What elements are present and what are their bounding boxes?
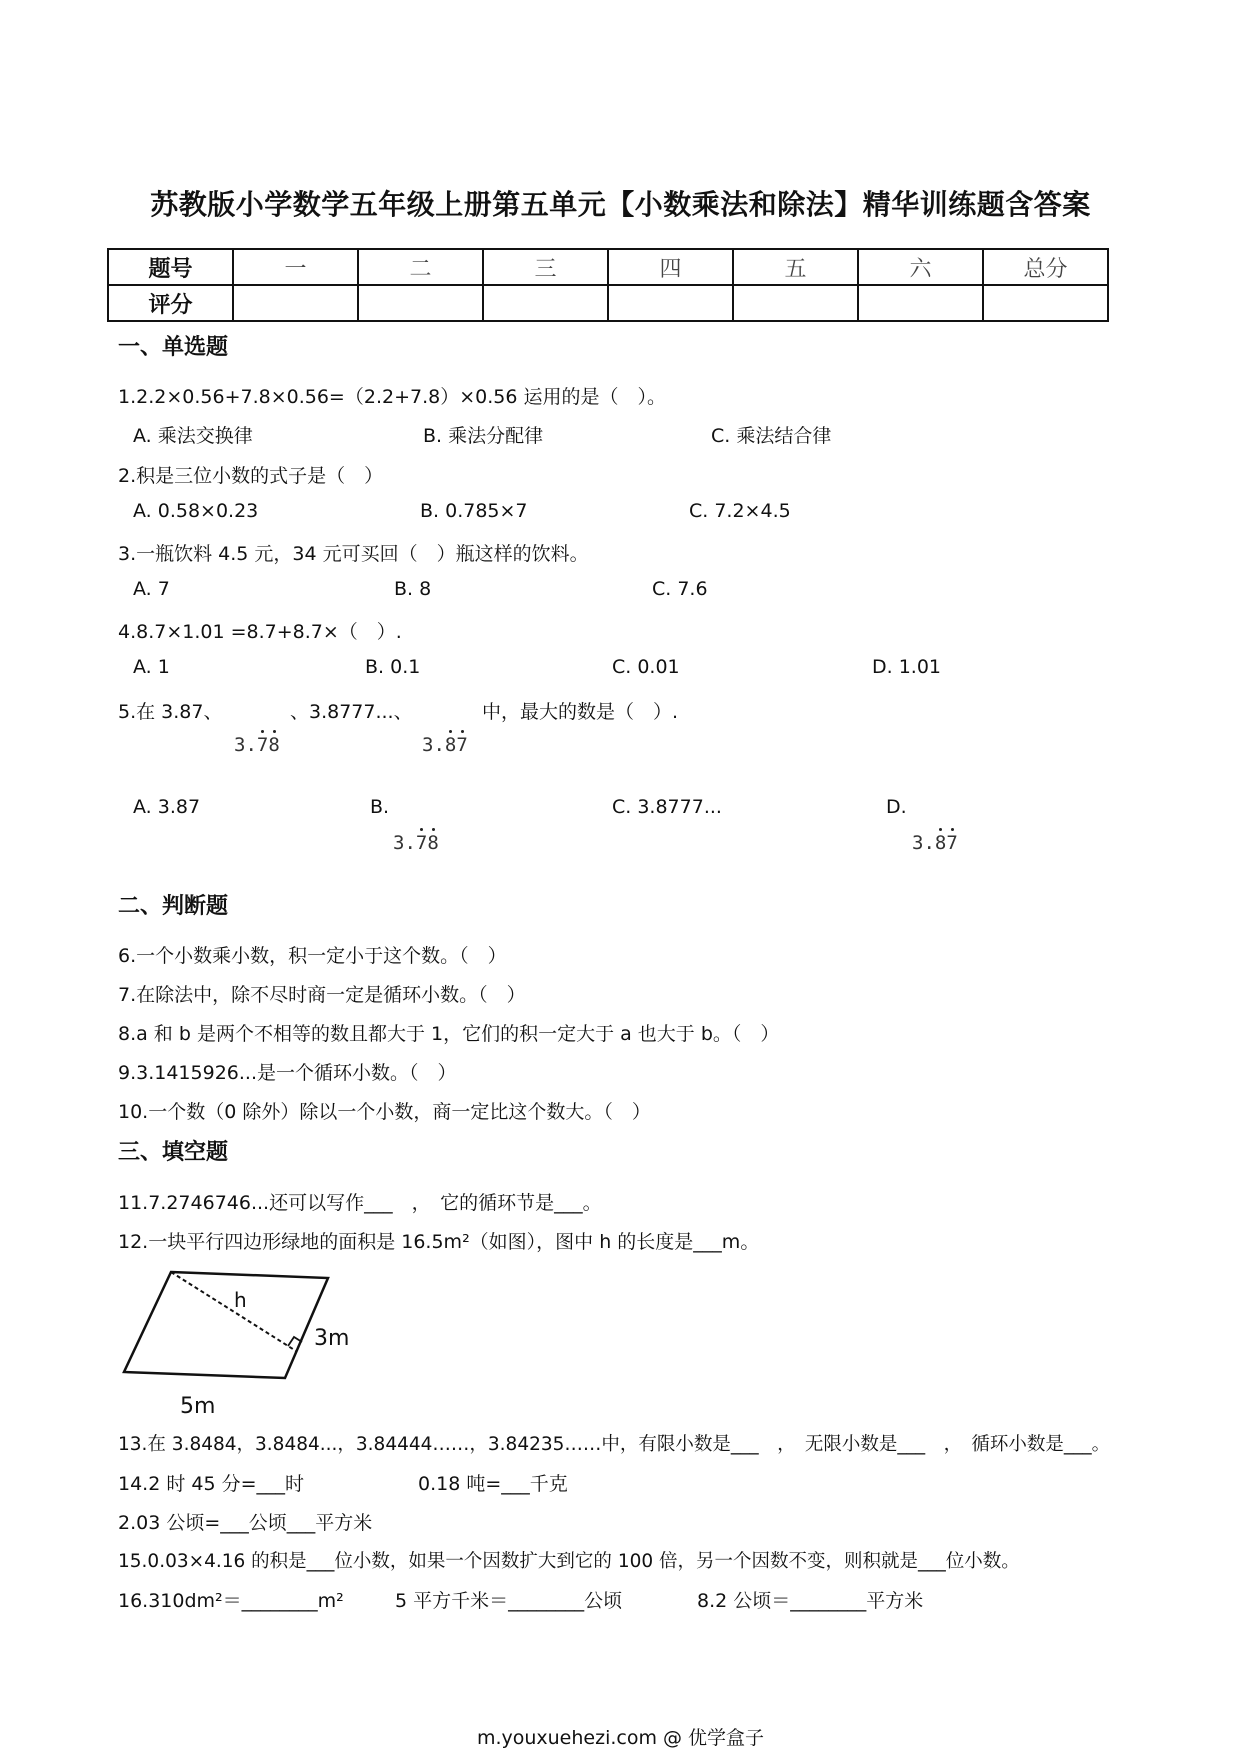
- parallelogram-shape: [124, 1272, 328, 1378]
- q3-option-a: A. 7: [133, 578, 170, 600]
- q1-option-b: B. 乘法分配律: [423, 425, 544, 447]
- score-cell: [233, 285, 358, 321]
- question-16-part-3: 8.2 公顷＝________平方米: [697, 1590, 924, 1612]
- score-cell: [858, 285, 983, 321]
- question-16-part-1: 16.310dm²＝________m²: [118, 1590, 344, 1612]
- question-9: 9.3.1415926...是一个循环小数。（ ）: [118, 1062, 457, 1084]
- label-side-3m: 3m: [314, 1326, 350, 1351]
- score-table: [107, 248, 1109, 322]
- question-3: 3.一瓶饮料 4.5 元，34 元可买回（ ）瓶这样的饮料。: [118, 543, 589, 565]
- score-table-column: 二: [358, 249, 483, 285]
- score-table-column: 六: [858, 249, 983, 285]
- question-4: 4.8.7×1.01 =8.7+8.7×（ ）.: [118, 621, 402, 643]
- question-2: 2.积是三位小数的式子是（ ）: [118, 465, 384, 487]
- q1-option-c: C. 乘法结合律: [711, 425, 832, 447]
- score-table-column: 三: [483, 249, 608, 285]
- score-table-row-label: 题号: [108, 249, 233, 285]
- q5-option-a: A. 3.87: [133, 796, 201, 818]
- question-5-part-1: 5.在 3.87、: [118, 701, 223, 723]
- question-11: 11.7.2746746...还可以写作___ ， 它的循环节是___。: [118, 1192, 602, 1214]
- q4-option-c: C. 0.01: [612, 656, 680, 678]
- repeating-decimal-378: 3.78: [234, 734, 280, 756]
- question-5-part-2: 、3.8777...、: [290, 701, 413, 723]
- q4-option-b: B. 0.1: [365, 656, 421, 678]
- score-cell: [983, 285, 1108, 321]
- label-h: h: [234, 1288, 247, 1312]
- question-8: 8.a 和 b 是两个不相等的数且都大于 1，它们的积一定大于 a 也大于 b。（ ）: [118, 1023, 780, 1045]
- section-heading-judgement: 二、判断题: [118, 894, 229, 919]
- q5-option-c: C. 3.8777...: [612, 796, 722, 818]
- section-heading-single-choice: 一、单选题: [118, 335, 229, 360]
- score-cell: [733, 285, 858, 321]
- score-cell: [358, 285, 483, 321]
- q2-option-a: A. 0.58×0.23: [133, 500, 259, 522]
- question-14-part-2: 0.18 吨=___千克: [418, 1473, 568, 1495]
- q4-option-d: D. 1.01: [872, 656, 942, 678]
- question-13: 13.在 3.8484，3.8484...，3.84444……，3.84235……中，有限小数是___ ， 无限小数是___ ， 循环小数是___。: [118, 1434, 1111, 1455]
- question-7: 7.在除法中，除不尽时商一定是循环小数。（ ）: [118, 984, 526, 1006]
- score-table-row-label: 评分: [108, 285, 233, 321]
- page-title: 苏教版小学数学五年级上册第五单元【小数乘法和除法】精华训练题含答案: [150, 188, 1091, 221]
- q3-option-c: C. 7.6: [652, 578, 708, 600]
- footer-watermark[interactable]: m.youxuehezi.com @ 优学盒子: [476, 1727, 765, 1749]
- label-base-5m: 5m: [180, 1394, 216, 1419]
- question-12: 12.一块平行四边形绿地的面积是 16.5m²（如图），图中 h 的长度是___m。: [118, 1231, 760, 1253]
- question-5-part-3: 中，最大的数是（ ）.: [482, 701, 679, 723]
- question-14-part-3: 2.03 公顷=___公顷___平方米: [118, 1512, 373, 1534]
- score-table-column: 总分: [983, 249, 1108, 285]
- section-heading-fill-blank: 三、填空题: [118, 1140, 229, 1165]
- q4-option-a: A. 1: [133, 656, 170, 678]
- question-1: 1.2.2×0.56+7.8×0.56=（2.2+7.8）×0.56 运用的是（ ）。: [118, 386, 666, 408]
- option-d-repeating-decimal: 3.87: [912, 832, 958, 854]
- question-6: 6.一个小数乘小数，积一定小于这个数。（ ）: [118, 945, 507, 967]
- q5-option-b: B.: [370, 796, 390, 818]
- score-cell: [483, 285, 608, 321]
- parallelogram-figure: [118, 1262, 378, 1422]
- q2-option-c: C. 7.2×4.5: [689, 500, 791, 522]
- question-10: 10.一个数（0 除外）除以一个小数，商一定比这个数大。（ ）: [118, 1101, 651, 1123]
- score-table-header-row: [108, 249, 1108, 285]
- q5-option-d: D.: [886, 796, 907, 818]
- score-cell: [608, 285, 733, 321]
- question-15: 15.0.03×4.16 的积是___位小数，如果一个因数扩大到它的 100 倍，另一个因数不变，则积就是___位小数。: [118, 1551, 1020, 1572]
- q1-option-a: A. 乘法交换律: [133, 425, 253, 447]
- score-table-column: 五: [733, 249, 858, 285]
- q3-option-b: B. 8: [394, 578, 432, 600]
- q2-option-b: B. 0.785×7: [420, 500, 528, 522]
- score-table-score-row: [108, 285, 1108, 321]
- score-table-column: 一: [233, 249, 358, 285]
- question-16-part-2: 5 平方千米＝________公顷: [395, 1590, 623, 1612]
- repeating-decimal-387: 3.87: [422, 734, 468, 756]
- option-b-repeating-decimal: 3.78: [393, 832, 439, 854]
- question-14-part-1: 14.2 时 45 分=___时: [118, 1473, 305, 1495]
- score-table-column: 四: [608, 249, 733, 285]
